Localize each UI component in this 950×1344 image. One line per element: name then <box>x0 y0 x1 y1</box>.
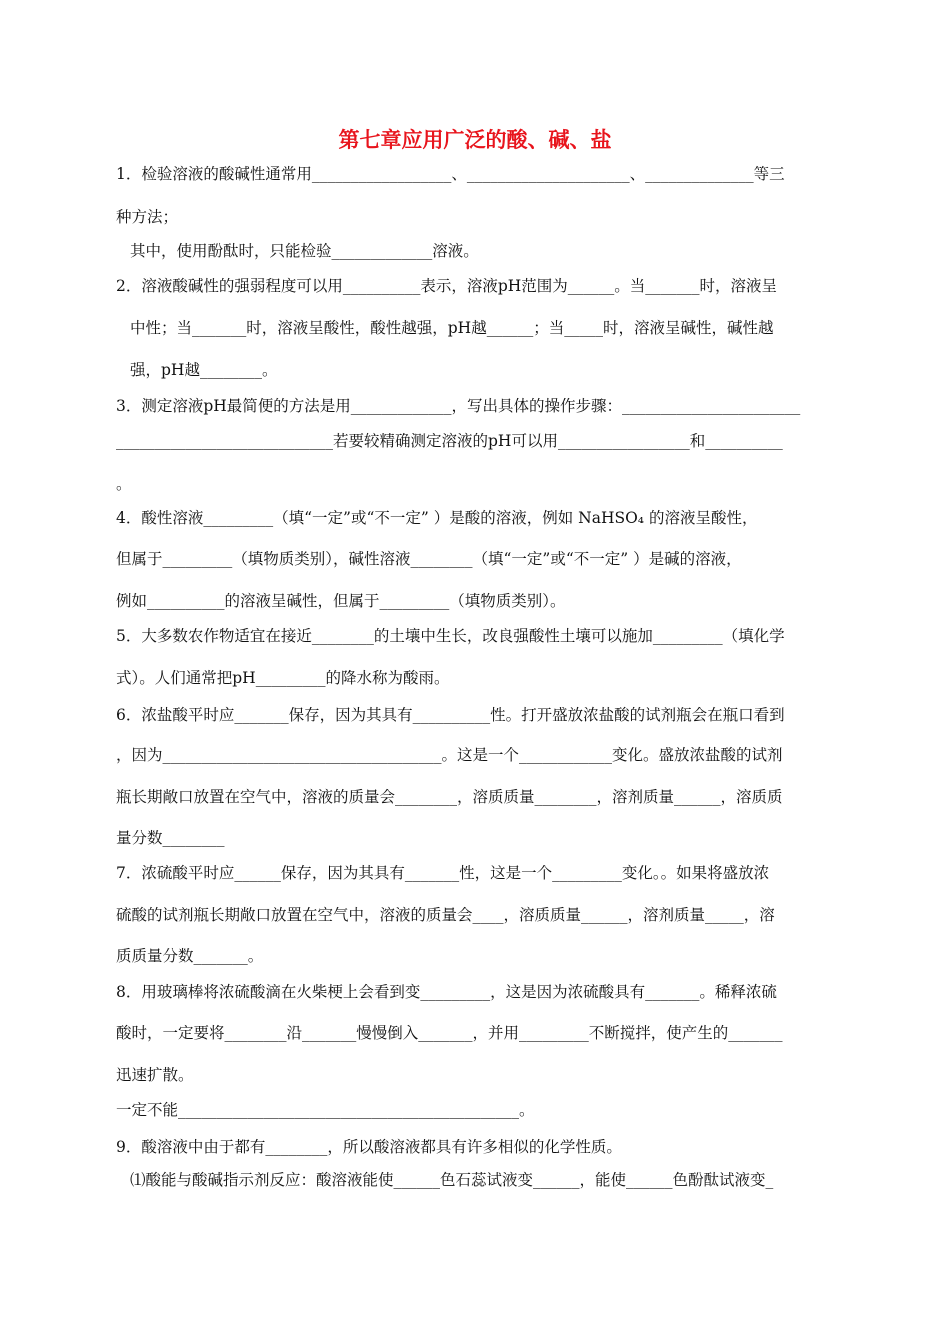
text-line: 4．酸性溶液_________（填“一定”或“不一定” ）是酸的溶液，例如 NaHSO₄ 的溶液呈酸性， <box>116 509 758 527</box>
text-line: 7．浓硫酸平时应______保存，因为其具有_______性，这是一个_________变化。。如果将盛放浓 <box>116 864 770 882</box>
text-line: 8．用玻璃棒将浓硫酸滴在火柴梗上会看到变_________，这是因为浓硫酸具有_______。稀释浓硫 <box>116 983 777 1001</box>
text-line: 迅速扩散。 <box>116 1066 194 1084</box>
text-line: 但属于_________（填物质类别），碱性溶液________（填“一定”或“不一定” ）是碱的溶液， <box>116 550 742 568</box>
text-line: 酸时，一定要将________沿_______慢慢倒入_______，并用_________不断搅拌，使产生的_______ <box>116 1024 783 1042</box>
text-line: 例如__________的溶液呈碱性，但属于_________（填物质类别）。 <box>116 592 566 610</box>
text-line: 硫酸的试剂瓶长期敞口放置在空气中，溶液的质量会____，溶质质量______，溶剂质量_____，溶 <box>116 906 775 924</box>
text-line: 种方法； <box>116 208 179 226</box>
text-line: 5．大多数农作物适宜在接近________的土壤中生长，改良强酸性土壤可以施加_________（填化学 <box>116 627 785 645</box>
text-line: 9．酸溶液中由于都有________，所以酸溶液都具有许多相似的化学性质。 <box>116 1138 622 1156</box>
page-title: 第七章应用广泛的酸、碱、盐 <box>338 128 612 152</box>
text-line: 其中，使用酚酞时，只能检验_____________溶液。 <box>130 242 479 260</box>
text-line: 中性；当_______时，溶液呈酸性，酸性越强，pH越______；当_____时，溶液呈碱性，碱性越 <box>130 319 774 337</box>
text-line: 强，pH越________。 <box>130 361 278 379</box>
text-line: 式）。人们通常把pH_________的降水称为酸雨。 <box>116 669 450 687</box>
text-line: 3．测定溶液pH最简便的方法是用_____________，写出具体的操作步骤：_______________________ <box>116 397 801 415</box>
text-line: 1．检验溶液的酸碱性通常用__________________、_____________________、______________等三 <box>116 165 785 183</box>
text-line: 2．溶液酸碱性的强弱程度可以用__________表示，溶液pH范围为______。当_______时，溶液呈 <box>116 277 778 295</box>
text-line: ____________________________若要较精确测定溶液的pH可以用_________________和__________ <box>116 432 783 450</box>
text-line: 6．浓盐酸平时应_______保存，因为其具有__________性。打开盛放浓盐酸的试剂瓶会在瓶口看到 <box>116 706 785 724</box>
text-line: 瓶长期敞口放置在空气中，溶液的质量会________，溶质质量________，溶剂质量______，溶质质 <box>116 788 783 806</box>
text-line: 质质量分数_______。 <box>116 947 264 965</box>
text-line: 量分数________ <box>116 829 225 847</box>
text-line: ⑴酸能与酸碱指示剂反应：酸溶液能使______色石蕊试液变______，能使______色酚酞试液变_ <box>130 1171 774 1189</box>
text-line: 。 <box>116 475 132 493</box>
text-line: ，因为____________________________________。这是一个____________变化。盛放浓盐酸的试剂 <box>116 746 783 764</box>
text-line: 一定不能____________________________________________。 <box>116 1101 535 1119</box>
